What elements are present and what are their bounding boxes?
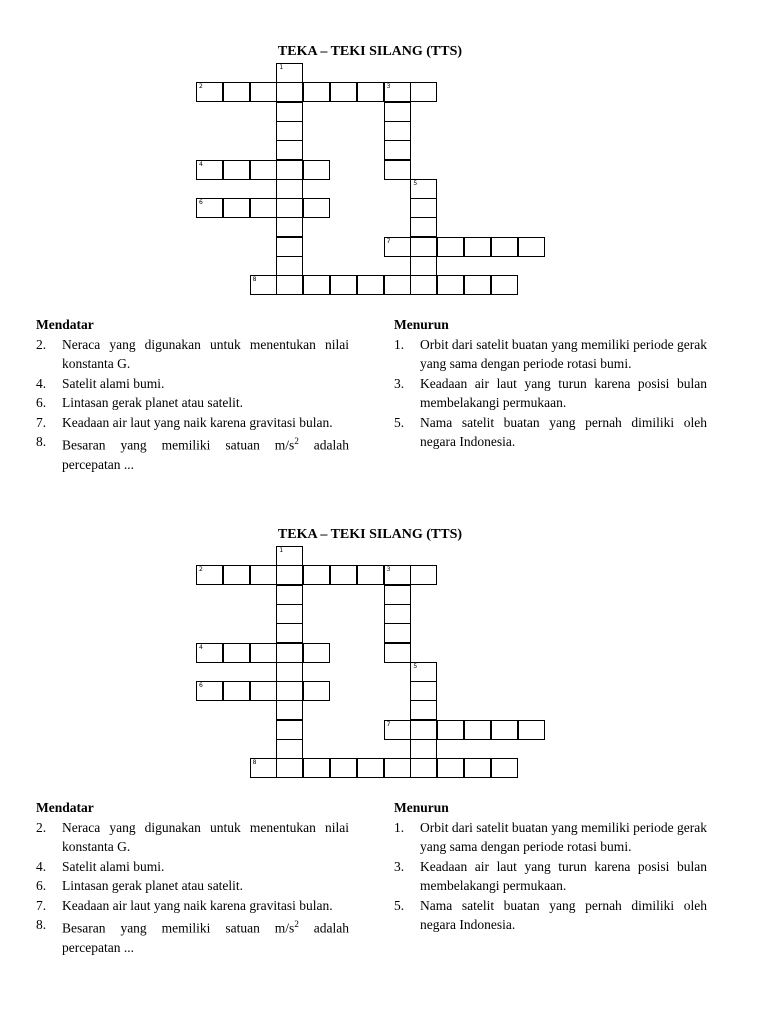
crossword-cell[interactable] [276,256,303,276]
crossword-cell[interactable] [410,662,437,682]
crossword-cell[interactable] [357,758,384,778]
crossword-cell[interactable] [276,121,303,141]
crossword-cell[interactable] [276,179,303,199]
cell-number: 7 [386,237,391,245]
crossword-cell[interactable] [196,160,223,180]
crossword-cell[interactable] [196,643,223,663]
clue-down-5: 5. Nama satelit buatan yang pernah dimiliki oleh negara Indonesia. [394,414,707,449]
crossword-cell[interactable] [276,140,303,160]
crossword-cell[interactable] [303,758,330,778]
clue-down-3: 3. Keadaan air laut yang turun karena posisi bulan membelakangi permukaan. [394,858,707,893]
crossword-cell[interactable] [410,758,437,778]
clue-across-6: 6. Lintasan gerak planet atau satelit. [36,878,244,893]
crossword-cell[interactable] [384,565,411,585]
crossword-cell[interactable] [491,758,518,778]
crossword-cell[interactable] [223,160,250,180]
clue-across-4: 4. Satelit alami bumi. [36,375,165,391]
crossword-cell[interactable] [276,700,303,720]
cell-number: 4 [199,160,203,168]
cell-number: 3 [386,566,391,574]
crossword-cell[interactable] [276,585,303,605]
crossword-cell[interactable] [491,275,518,295]
crossword-cell[interactable] [410,256,437,276]
crossword-cell[interactable] [276,63,303,83]
crossword-cell[interactable] [303,681,330,701]
crossword-cell[interactable] [276,217,303,237]
cell-number: 6 [199,682,203,690]
crossword-cell[interactable] [276,198,303,218]
crossword-cell[interactable] [223,643,250,663]
crossword-cell[interactable] [276,546,303,566]
clue-across-2: 2. Neraca yang digunakan untuk menentukan nilai konstanta G. [36,336,349,371]
crossword-cell[interactable] [330,565,357,585]
crossword-cell[interactable] [276,662,303,682]
crossword-cell[interactable] [196,198,223,218]
clue-across-8: 8. Besaran yang memiliki satuan $m/s^2$ adalah percepatan ... [36,917,349,955]
cell-number: 1 [279,64,284,71]
crossword-cell[interactable] [276,681,303,701]
crossword-cell[interactable] [223,82,250,102]
crossword-cell[interactable] [196,565,223,585]
crossword-cell[interactable] [384,275,411,295]
crossword-cell[interactable] [491,720,518,740]
crossword-cell[interactable] [276,160,303,180]
crossword-cell[interactable] [330,758,357,778]
crossword-cell[interactable] [410,739,437,759]
crossword-cell[interactable] [384,758,411,778]
clue-down-5: 5. Nama satelit buatan yang pernah dimiliki oleh negara Indonesia. [394,897,707,932]
cell-number: 5 [413,179,418,187]
crossword-cell[interactable] [518,237,545,257]
page-title: TEKA – TEKI SILANG (TTS) [277,44,463,59]
crossword-cell[interactable] [384,720,411,740]
clue-across-4: 4. Satelit alami bumi. [36,858,165,874]
across-clues [36,798,349,958]
crossword-cell[interactable] [410,198,437,218]
crossword-cell[interactable] [384,643,411,663]
crossword-cell[interactable] [330,82,357,102]
crossword-cell[interactable] [276,275,303,295]
crossword-cell[interactable] [303,643,330,663]
across-clues [36,315,349,475]
clue-down-3: 3. Keadaan air laut yang turun karena posisi bulan membelakangi permukaan. [394,375,707,410]
cell-number: 2 [199,83,203,91]
crossword-cell[interactable] [464,720,491,740]
crossword-cell[interactable] [357,565,384,585]
crossword-cell[interactable] [384,604,411,624]
crossword-cell[interactable] [410,237,437,257]
crossword-cell[interactable] [410,179,437,199]
crossword-cell[interactable] [276,604,303,624]
across-heading: Mendatar [36,317,94,332]
clue-across-7: 7. Keadaan air laut yang naik karena gravitasi bulan. [36,897,333,913]
cell-number: 2 [199,566,203,574]
crossword-cell[interactable] [437,275,464,295]
clue-across-8: 8. Besaran yang memiliki satuan $m/s^2$ adalah percepatan ... [36,434,349,472]
crossword-cell[interactable] [464,758,491,778]
crossword-cell[interactable] [437,720,464,740]
clue-across-2: 2. Neraca yang digunakan untuk menentukan nilai konstanta G. [36,819,349,854]
crossword-cell[interactable] [276,102,303,122]
crossword-cell[interactable] [384,121,411,141]
crossword-cell[interactable] [410,82,437,102]
clue-across-6: 6. Lintasan gerak planet atau satelit. [36,395,244,410]
puzzle-section-2 [0,527,768,1007]
crossword-cell[interactable] [357,82,384,102]
crossword-cell[interactable] [276,623,303,643]
crossword-cell[interactable] [464,237,491,257]
crossword-cell[interactable] [410,720,437,740]
crossword-cell[interactable] [276,739,303,759]
crossword-cell[interactable] [250,758,277,778]
crossword-cell[interactable] [303,82,330,102]
crossword-cell[interactable] [384,160,411,180]
crossword-cell[interactable] [437,237,464,257]
crossword-cell[interactable] [196,82,223,102]
cell-number: 8 [252,276,257,284]
crossword-cell[interactable] [250,643,277,663]
crossword-cell[interactable] [276,643,303,663]
crossword-cell[interactable] [223,565,250,585]
crossword-cell[interactable] [384,585,411,605]
crossword-cell[interactable] [250,681,277,701]
crossword-cell[interactable] [330,275,357,295]
crossword-cell[interactable] [410,681,437,701]
cell-number: 7 [386,720,391,728]
crossword-cell[interactable] [410,217,437,237]
crossword-cell[interactable] [250,198,277,218]
crossword-cell[interactable] [276,82,303,102]
crossword-cell[interactable] [223,681,250,701]
clue-down-1: 1. Orbit dari satelit buatan yang memiliki periode gerak yang sama dengan periode rotasi bumi. [394,819,707,854]
crossword-cell[interactable] [276,720,303,740]
crossword-cell[interactable] [464,275,491,295]
crossword-cell[interactable] [250,82,277,102]
crossword-cell[interactable] [410,700,437,720]
down-clues [394,315,707,452]
crossword-cell[interactable] [223,198,250,218]
crossword-cell[interactable] [250,565,277,585]
crossword-cell[interactable] [303,160,330,180]
crossword-cell[interactable] [384,140,411,160]
crossword-cell[interactable] [357,275,384,295]
crossword-cell[interactable] [410,565,437,585]
crossword-cell[interactable] [276,565,303,585]
crossword-cell[interactable] [384,623,411,643]
cell-number: 4 [199,643,203,651]
crossword-cell[interactable] [384,82,411,102]
crossword-cell[interactable] [250,275,277,295]
crossword-cell[interactable] [384,237,411,257]
cell-number: 6 [199,199,203,207]
crossword-cell[interactable] [196,681,223,701]
clue-down-1: 1. Orbit dari satelit buatan yang memiliki periode gerak yang sama dengan periode rotasi bumi. [394,336,707,371]
across-heading: Mendatar [36,800,94,815]
clue-across-7: 7. Keadaan air laut yang naik karena gravitasi bulan. [36,414,333,430]
down-heading: Menurun [394,317,449,332]
crossword-cell[interactable] [276,237,303,257]
page-title: TEKA – TEKI SILANG (TTS) [277,527,463,542]
crossword-cell[interactable] [518,720,545,740]
down-heading: Menurun [394,800,449,815]
crossword-cell[interactable] [250,160,277,180]
cell-number: 5 [413,662,418,670]
down-clues [394,798,707,935]
crossword-cell[interactable] [384,102,411,122]
crossword-cell[interactable] [410,275,437,295]
crossword-cell[interactable] [303,565,330,585]
puzzle-section-1 [0,44,768,524]
cell-number: 3 [386,83,391,91]
crossword-cell[interactable] [303,275,330,295]
cell-number: 8 [252,759,257,767]
crossword-cell[interactable] [491,237,518,257]
crossword-cell[interactable] [303,198,330,218]
crossword-cell[interactable] [437,758,464,778]
crossword-cell[interactable] [276,758,303,778]
cell-number: 1 [279,547,284,554]
